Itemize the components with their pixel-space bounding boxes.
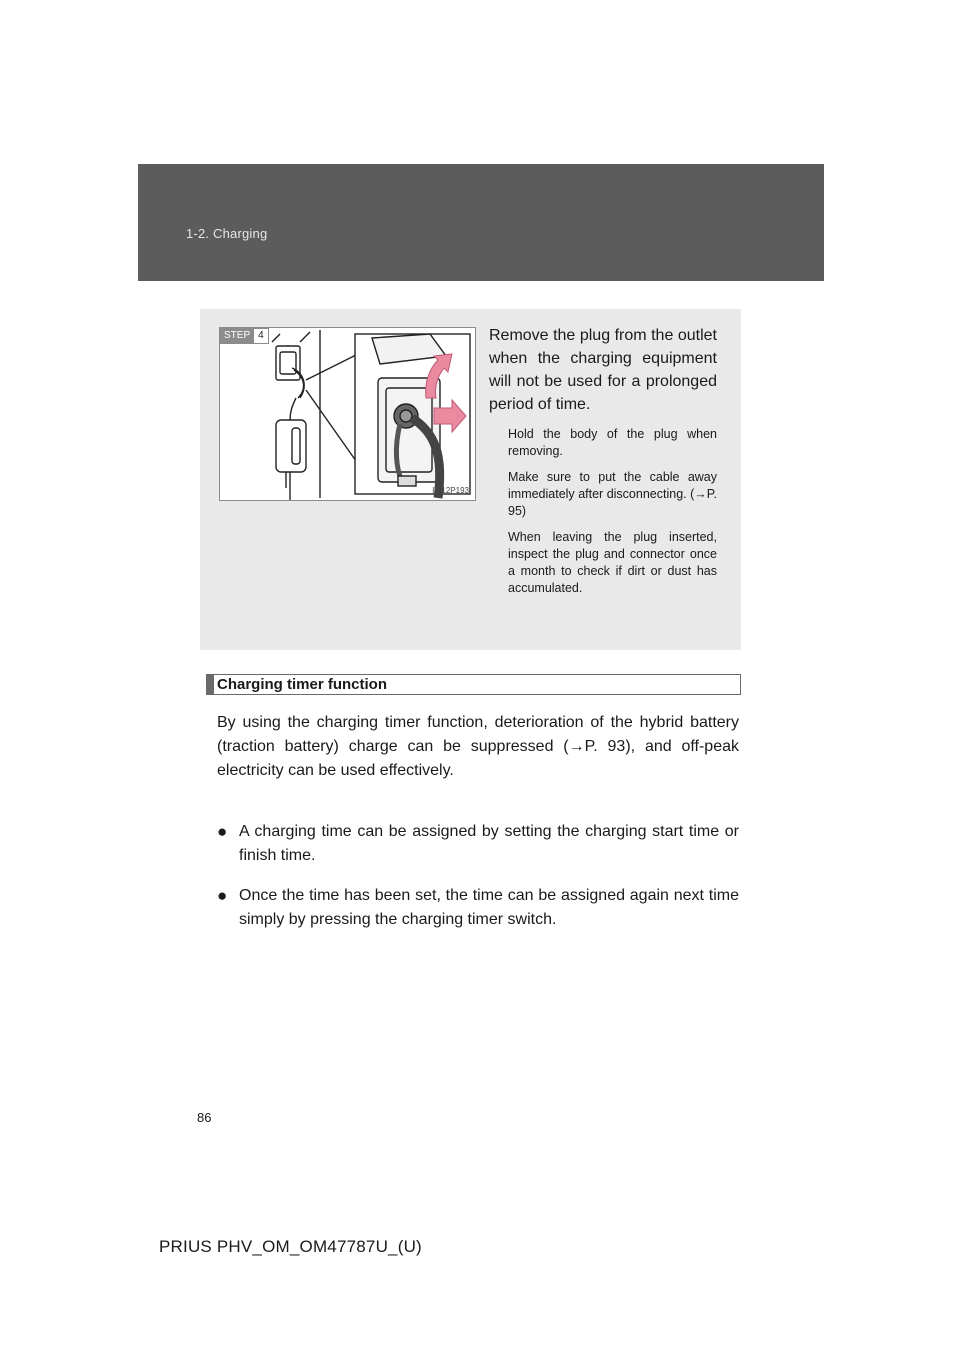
section-title: 1-2. Charging	[186, 226, 268, 241]
illustration-code: ITI12P193	[432, 486, 469, 495]
bullet-text: A charging time can be assigned by setting the charging start time or finish time.	[239, 823, 739, 864]
step-badge-label: STEP	[220, 328, 254, 344]
step-illustration	[219, 327, 476, 501]
page-number: 86	[197, 1110, 212, 1125]
step-badge-number: 4	[254, 328, 269, 344]
bullet-text: Once the time has been set, the time can be assigned again next time simply by pressing the charging timer switch.	[239, 887, 739, 928]
note-item: When leaving the plug inserted, inspect the plug and connector once a month to check if dirt or dust has accumulated.	[508, 530, 717, 595]
bullet-icon: ●	[217, 886, 228, 905]
document-footer: PRIUS PHV_OM_OM47787U_(U)	[159, 1237, 422, 1256]
step-panel	[200, 309, 741, 650]
list-item	[217, 884, 739, 932]
intro-paragraph: By using the charging timer function, deterioration of the hybrid battery (traction battery) charge can be suppressed (→P. 93), and off-peak electricity can be used effectively.	[217, 714, 739, 779]
header-band	[138, 164, 824, 281]
bullet-list	[217, 820, 739, 948]
subsection-heading	[206, 674, 741, 695]
bullet-icon: ●	[217, 822, 228, 841]
list-item	[217, 820, 739, 868]
note-item: Hold the body of the plug when removing.	[508, 427, 717, 458]
step-notes	[508, 426, 717, 606]
step-instruction: Remove the plug from the outlet when the charging equipment will not be used for a prolonged period of time.	[489, 327, 717, 413]
note-item: Make sure to put the cable away immediately after disconnecting. (→P. 95)	[508, 470, 717, 518]
plug-removal-drawing	[220, 328, 475, 500]
heading-text: Charging timer function	[217, 676, 387, 693]
heading-marker	[207, 675, 214, 694]
